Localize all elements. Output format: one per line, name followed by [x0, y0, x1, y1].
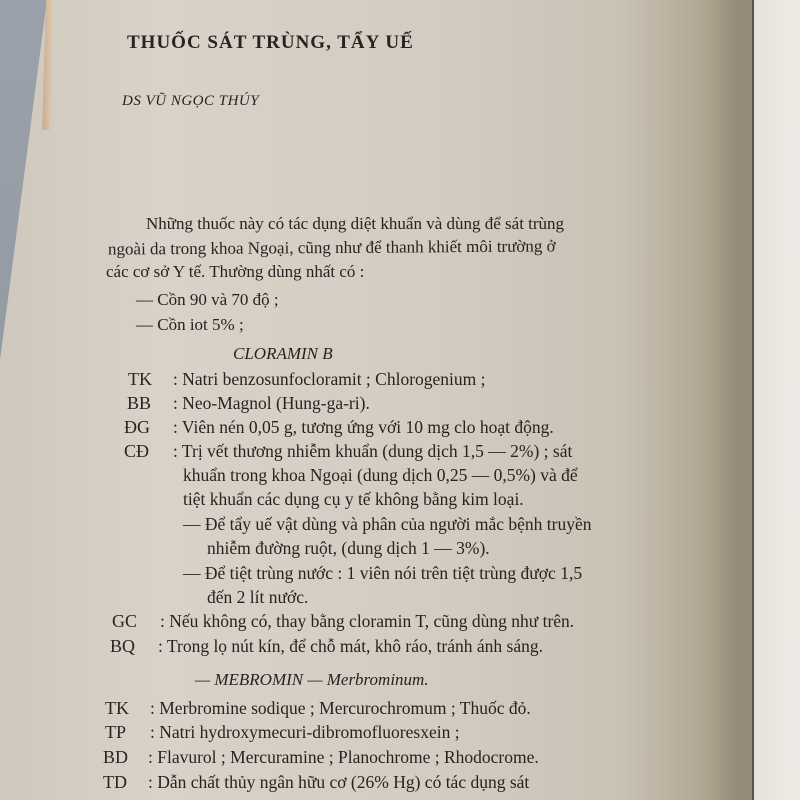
entry-label: BB	[127, 393, 152, 413]
entry-text: : Natri hydroxymecuri-dibromofluoresxein ;	[150, 722, 460, 742]
entry-label: BD	[103, 747, 129, 767]
page-title: THUỐC SÁT TRÙNG, TẨY UẾ	[127, 32, 414, 53]
entry-label: BQ	[110, 636, 136, 656]
entry-label: TD	[103, 772, 127, 792]
entry-label: TK	[128, 369, 152, 389]
adjacent-page	[752, 0, 800, 800]
entry-text: : Merbromine sodique ; Mercurochromum ; Thuốc đỏ.	[150, 698, 531, 718]
entry-text: : Trong lọ nút kín, để chỗ mát, khô ráo, tránh ánh sáng.	[158, 636, 543, 656]
intro-line-2: ngoài da trong khoa Ngoại, cũng như để thanh khiết môi trường ở	[107, 236, 556, 259]
entry-label: CĐ	[124, 441, 150, 461]
entry-text: — Để tẩy uế vật dùng và phân của người mắc bệnh truyền	[183, 514, 592, 534]
entry-text: tiệt khuẩn các dụng cụ y tế không bằng kim loại.	[183, 489, 524, 509]
intro-bullet-2: — Cồn iot 5% ;	[136, 315, 244, 334]
intro-line-3: các cơ sở Y tế. Thường dùng nhất có :	[106, 262, 365, 281]
entry-label: GC	[112, 611, 138, 631]
entry-label: TP	[105, 722, 127, 742]
entry-text: đến 2 lít nước.	[207, 587, 309, 607]
entry-text: : Viên nén 0,05 g, tương ứng với 10 mg clo hoạt động.	[173, 417, 554, 437]
entry-text: : Flavurol ; Mercuramine ; Planochrome ; Rhodocrome.	[148, 747, 539, 767]
section-heading-mebromin: — MEBROMIN — Merbrominum.	[195, 670, 429, 689]
intro-bullet-1: — Cồn 90 và 70 độ ;	[136, 290, 279, 309]
entry-text: : Trị vết thương nhiễm khuẩn (dung dịch 1,5 — 2%) ; sát	[173, 441, 573, 461]
entry-text: : Nếu không có, thay bằng cloramin T, cũng dùng như trên.	[160, 611, 575, 631]
entry-label: TK	[105, 698, 129, 718]
entry-text: : Natri benzosunfocloramit ; Chlorogenium ;	[173, 369, 486, 389]
entry-text: khuẩn trong khoa Ngoại (dung dịch 0,25 — 0,5%) và để	[183, 465, 578, 485]
entry-text: nhiễm đường ruột, (dung dịch 1 — 3%).	[207, 538, 490, 558]
entry-label: ĐG	[124, 417, 150, 437]
entry-text: — Để tiệt trùng nước : 1 viên nói trên tiệt trùng được 1,5	[183, 563, 583, 583]
author-line: DS VŨ NGỌC THÚY	[122, 93, 260, 109]
entry-text: : Dẫn chất thủy ngân hữu cơ (26% Hg) có tác dụng sát	[148, 772, 530, 792]
entry-text: : Neo-Magnol (Hung-ga-ri).	[173, 393, 370, 413]
section-heading-cloramin-b: CLORAMIN B	[233, 344, 333, 363]
intro-line-1: Những thuốc này có tác dụng diệt khuẩn và dùng để sát trùng	[146, 214, 565, 233]
